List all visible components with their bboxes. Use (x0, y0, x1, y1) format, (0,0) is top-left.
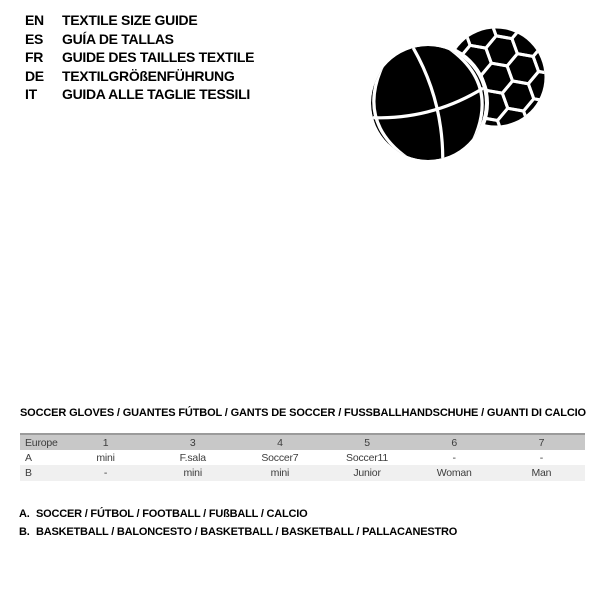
header-cell-size: 7 (538, 436, 545, 449)
header-cell-size: 3 (189, 436, 196, 449)
cell-value: Soccer7 (261, 451, 299, 464)
language-label: TEXTILE SIZE GUIDE (62, 12, 198, 28)
sports-balls-icon (355, 5, 560, 170)
cell-value: mini (183, 467, 202, 479)
footnotes (19, 506, 457, 541)
cell-value: - (452, 451, 456, 464)
language-list (25, 11, 254, 104)
table-row-a (20, 450, 585, 465)
row-label: B (25, 467, 32, 479)
cell-value: Man (531, 467, 552, 479)
header-cell-region: Europe (25, 436, 58, 449)
language-code: DE (25, 67, 44, 84)
language-row-de (25, 67, 254, 86)
language-code: ES (25, 30, 44, 47)
footnote-b (19, 524, 457, 542)
cell-value: mini (96, 451, 115, 464)
row-label: A (25, 451, 32, 464)
language-row-it (25, 85, 254, 104)
footnote-label: B. (19, 525, 30, 538)
cell-value: Woman (436, 467, 472, 479)
table-row-b (20, 465, 585, 481)
footnote-label: A. (19, 508, 30, 520)
size-table-header-row (20, 434, 585, 450)
language-code: IT (25, 86, 37, 103)
language-code: EN (25, 12, 44, 28)
header-cell-size: 5 (364, 436, 370, 449)
cell-value: mini (270, 467, 290, 479)
language-row-es (25, 30, 254, 49)
language-label: GUÍA DE TALLAS (62, 30, 174, 47)
footnote-text: SOCCER / FÚTBOL / FOOTBALL / FUßBALL / CALCIO (36, 508, 308, 520)
language-label: TEXTILGRÖßENFÜHRUNG (62, 67, 235, 84)
size-table (20, 433, 585, 481)
language-label: GUIDE DES TAILLES TEXTILE (62, 49, 255, 66)
header-cell-size: 6 (451, 436, 458, 449)
size-table-title: SOCCER GLOVES / GUANTES FÚTBOL / GANTS DE SOCCER / FUSSBALLHANDSCHUHE / GUANTI DI CALCIO (20, 407, 586, 419)
language-row-fr (25, 48, 254, 67)
cell-value: Junior (353, 467, 381, 479)
footnote-text: BASKETBALL / BALONCESTO / BASKETBALL / BASKETBALL / PALLACANESTRO (36, 525, 458, 538)
cell-value: Soccer11 (346, 451, 389, 464)
cell-value: - (103, 467, 108, 479)
language-code: FR (25, 49, 44, 66)
cell-value: F.sala (179, 451, 206, 464)
language-label: GUIDA ALLE TAGLIE TESSILI (62, 86, 250, 103)
header-cell-size: 1 (102, 436, 109, 449)
footnote-a (19, 506, 457, 524)
header-cell-size: 4 (277, 436, 283, 449)
language-row-en (25, 11, 254, 30)
cell-value: - (539, 451, 544, 464)
